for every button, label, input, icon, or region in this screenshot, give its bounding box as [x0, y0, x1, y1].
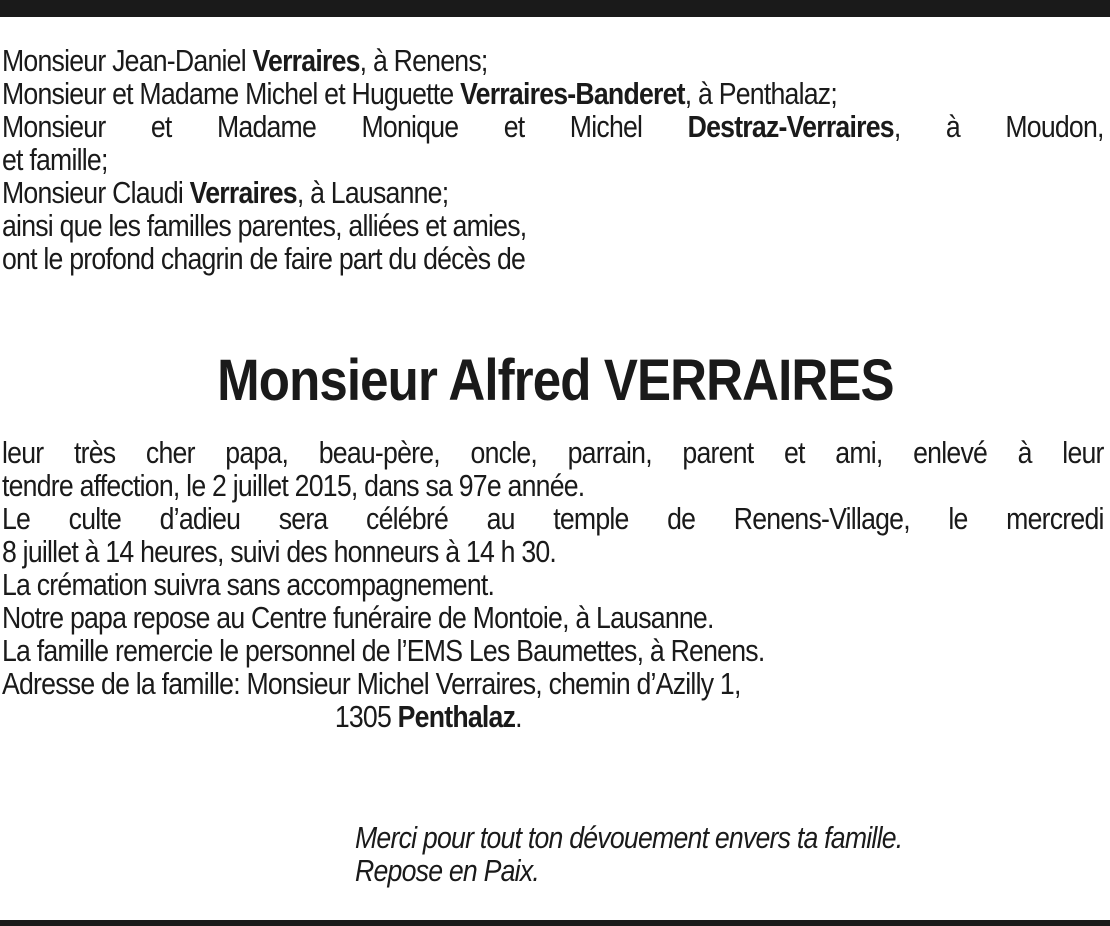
- family-line-1: Monsieur Jean-Daniel Verraires, à Renens;: [2, 43, 488, 78]
- family-name: Verraires-Banderet: [460, 76, 685, 111]
- family-line-3b: et famille;: [2, 142, 108, 177]
- body-line-2b: 8 juillet à 14 heures, suivi des honneurs à 14 h 30.: [2, 534, 557, 569]
- family-name: Verraires: [252, 43, 360, 78]
- closing-message: [355, 821, 902, 887]
- body-line-4: Notre papa repose au Centre funéraire de Montoie, à Lausanne.: [2, 600, 714, 635]
- family-name: Verraires: [189, 175, 297, 210]
- family-line-5: ainsi que les familles parentes, alliées et amies,: [2, 208, 527, 243]
- body-line-1b: tendre affection, le 2 juillet 2015, dans sa 97e année.: [2, 468, 585, 503]
- notice-body: [2, 436, 1104, 733]
- family-name: Destraz-Verraires: [687, 109, 894, 144]
- family-line-2: Monsieur et Madame Michel et Huguette Verraires-Banderet, à Penthalaz;: [2, 76, 837, 111]
- body-line-5: La famille remercie le personnel de l’EMS Les Baumettes, à Renens.: [2, 633, 765, 668]
- body-line-3: La crémation suivra sans accompagnement.: [2, 567, 495, 602]
- top-rule: [0, 0, 1110, 17]
- body-line-1a: leur très cher papa, beau-père, oncle, parrain, parent et ami, enlevé à leur: [2, 435, 1104, 470]
- family-line-4: Monsieur Claudi Verraires, à Lausanne;: [2, 175, 449, 210]
- bottom-rule: [0, 920, 1110, 926]
- family-line-6: ont le profond chagrin de faire part du décès de: [2, 241, 526, 276]
- address-line-1: Adresse de la famille: Monsieur Michel Verraires, chemin d’Azilly 1,: [2, 666, 741, 701]
- closing-line-1: Merci pour tout ton dévouement envers ta famille.: [355, 820, 903, 855]
- body-line-2a: Le culte d’adieu sera célébré au temple de Renens-Village, le mercredi: [2, 501, 1104, 536]
- address-line-2: 1305 Penthalaz.: [334, 699, 522, 734]
- deceased-name: Monsieur Alfred VERRAIRES: [216, 348, 894, 413]
- closing-line-2: Repose en Paix.: [355, 853, 540, 888]
- family-list: [2, 44, 1104, 275]
- town-name: Penthalaz: [397, 699, 516, 734]
- family-line-3: Monsieur et Madame Monique et Michel Destraz-Verraires, à Moudon,: [2, 109, 1104, 144]
